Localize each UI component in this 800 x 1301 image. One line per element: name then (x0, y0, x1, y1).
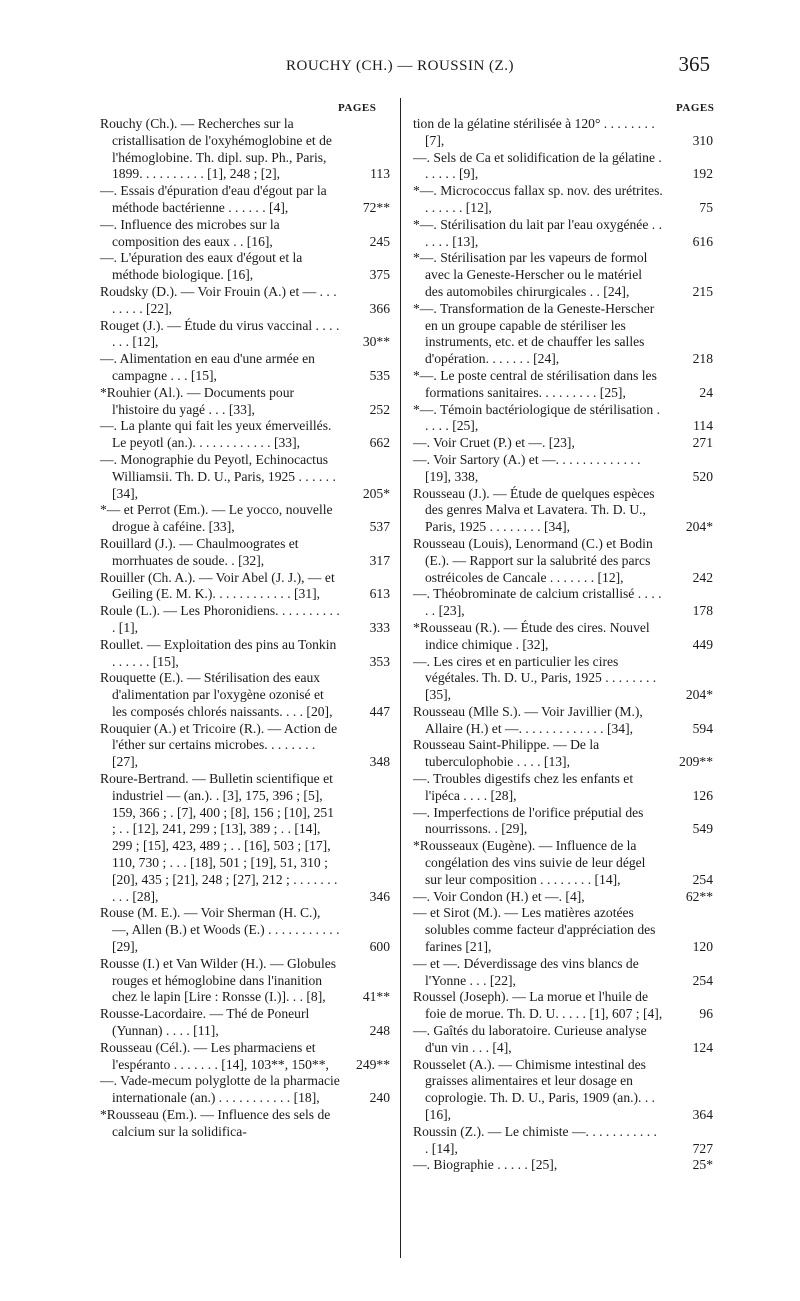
entry-text: Rousseau (J.). — Étude de quelques espèces des genres Malva et Lavatera. Th. D. U., Paris, 1925 . . . . . . . . [34], (413, 485, 655, 535)
entry-page-number: 126 (692, 787, 713, 803)
entry-text: — et —. Déverdissage des vins blancs de l'Yonne . . . [22], (413, 955, 639, 988)
entry-page-number (340, 1107, 390, 1141)
entry-text: Rouquier (A.) et Tricoire (R.). — Action de l'éther sur certains microbes. . . . . . . . [27], (100, 720, 338, 770)
entry-text: *—. Transformation de la Geneste-Herscher en un groupe capable de stériliser les instruments, etc. et de chauffer les salles d'opération. . . . . . . [24], (413, 300, 655, 367)
entry-text: —. Sels de Ca et solidification de la gélatine . . . . . . [9], (413, 149, 662, 182)
index-entry (100, 284, 390, 318)
entry-text: Rouquette (E.). — Stérilisation des eaux d'alimentation par l'oxygène ozonisé et les composés chlorés naissants. . . . [20], (100, 670, 333, 719)
index-entry (100, 217, 390, 251)
index-entry (413, 250, 713, 300)
entry-page-number: 333 (369, 619, 390, 635)
entry-page-number: 249** (356, 1056, 390, 1072)
entry-text: *Rousseaux (Eugène). — Influence de la congélation des vins suivie de leur dégel sur leur composition . . . . . . . . [14], (413, 838, 646, 887)
running-title: ROUCHY (CH.) — ROUSSIN (Z.) (286, 58, 514, 74)
index-entry (100, 1073, 390, 1107)
entry-text: —. Troubles digestifs chez les enfants et l'ipéca . . . . [28], (413, 771, 634, 803)
column-divider (400, 98, 401, 1258)
index-entry (100, 905, 390, 955)
entry-text: —. Vade-mecum polyglotte de la pharmacie internationale (an.) . . . . . . . . . . . [18], (100, 1073, 340, 1106)
entry-page-number: 205* (362, 485, 390, 501)
entry-text: —. Les cires et en particulier les cires végétales. Th. D. U., Paris, 1925 . . . . . . . . [35], (413, 653, 657, 703)
index-entry (413, 1023, 713, 1057)
entry-text: —. Essais d'épuration d'eau d'égout par la méthode bactérienne . . . . . . [4], (100, 183, 327, 215)
entry-text: Rousseau (Louis), Lenormand (C.) et Bodin (E.). — Rapport sur la salubrité des parcs ostréicoles de Cancale . . . . . . . [12], (413, 535, 653, 585)
entry-text: Roure-Bertrand. — Bulletin scientifique et industriel — (an.). . [3], 175, 396 ; [5], 159, 366 ; . [7], 400 ; [8], 156 ; [10], 251 ; . . [12], 241, 299 ; [13], 389 ; . . [14], 299 ; [15], 423, 489 ; . . [16], 503 ; [17], 110, 730 ; . . . [18], 501 ; [19], 51, 310 ; [20], 435 ; [21], 248 ; [27], 212 ; . . . . . . . . . . [28], (100, 771, 338, 904)
entry-text: *—. Témoin bactériologique de stérilisation . . . . . [25], (413, 401, 661, 434)
entry-text: *Rousseau (Em.). — Influence des sels de calcium sur la solidifica- (100, 1107, 331, 1139)
entry-text: *Rouhier (Al.). — Documents pour l'histoire du yagé . . . [33], (100, 384, 295, 417)
index-entry (413, 586, 713, 620)
entry-text: —. Voir Cruet (P.) et —. [23], (413, 435, 575, 451)
entry-text: *—. Le poste central de stérilisation dans les formations sanitaires. . . . . . . . . [25], (413, 367, 657, 400)
entry-text: *Rousseau (R.). — Étude des cires. Nouvel indice chimique . [32], (413, 619, 650, 652)
entry-page-number: 520 (692, 468, 713, 484)
entry-page-number: 113 (370, 166, 390, 182)
index-entry (413, 956, 713, 990)
entry-page-number: 178 (692, 603, 713, 619)
index-entry (413, 183, 713, 217)
pages-label-left: PAGES (338, 102, 377, 114)
entry-text: —. Biographie . . . . . [25], (413, 1157, 558, 1173)
index-entry (413, 838, 713, 888)
entry-text: Rousse (I.) et Van Wilder (H.). — Globules rouges et hémoglobine dans l'inanition chez le lapin [Lire : Ronsse (I.)]. . . [8], (100, 955, 337, 1005)
entry-page-number: 254 (692, 972, 713, 988)
index-entry (100, 452, 390, 502)
entry-page-number: 75 (699, 199, 713, 215)
index-entry (413, 402, 713, 436)
entry-page-number: 310 (692, 132, 713, 148)
index-entry (100, 183, 390, 217)
running-header (0, 50, 800, 80)
index-entry (413, 150, 713, 184)
entry-page-number: 600 (369, 939, 390, 955)
entry-page-number: 594 (692, 720, 713, 736)
entry-page-number: 549 (692, 821, 713, 837)
entry-page-number: 254 (692, 871, 713, 887)
index-entry (413, 704, 713, 738)
entry-text: Rousseau (Cél.). — Les pharmaciens et l'espéranto . . . . . . . [14], 103**, 150**, (100, 1039, 329, 1072)
entry-page-number: 25* (692, 1157, 713, 1173)
entry-text: —. Influence des microbes sur la composition des eaux . . [16], (100, 216, 280, 249)
entry-text: Roussel (Joseph). — La morue et l'huile de foie de morue. Th. D. U. . . . . [1], 607 ; [4], (413, 989, 663, 1022)
entry-page-number: 366 (369, 300, 390, 316)
entry-text: Rousseau Saint-Philippe. — De la tuberculophobie . . . . [13], (413, 737, 600, 770)
entry-page-number: 535 (369, 367, 390, 383)
index-entry (100, 351, 390, 385)
index-entry (100, 318, 390, 352)
entry-text: Rouget (J.). — Étude du virus vaccinal . . . . . . . [12], (100, 317, 340, 350)
entry-page-number: 204* (685, 687, 713, 703)
entry-page-number: 346 (369, 888, 390, 904)
entry-text: —. La plante qui fait les yeux émerveillés. Le peyotl (an.). . . . . . . . . . . . [33], (100, 418, 332, 451)
entry-text: —. L'épuration des eaux d'égout et la méthode biologique. [16], (100, 250, 303, 283)
entry-page-number: 245 (369, 233, 390, 249)
right-column (413, 116, 713, 1174)
entry-text: — et Sirot (M.). — Les matières azotées solubles comme facteur d'appréciation des farines [21], (413, 905, 656, 955)
index-entry (413, 1157, 713, 1174)
entry-page-number: 24 (699, 384, 713, 400)
index-entry (413, 486, 713, 536)
entry-page-number: 124 (692, 1039, 713, 1055)
index-entry (413, 536, 713, 586)
entry-text: Rousse-Lacordaire. — Thé de Poneurl (Yunnan) . . . . [11], (100, 1006, 310, 1039)
entry-page-number: 192 (692, 166, 713, 182)
entry-page-number: 271 (692, 435, 713, 451)
entry-page-number: 72** (362, 199, 390, 215)
entry-page-number: 218 (692, 351, 713, 367)
entry-text: —. Gaîtés du laboratoire. Curieuse analyse d'un vin . . . [4], (413, 1023, 647, 1055)
entry-text: *—. Stérilisation par les vapeurs de formol avec la Geneste-Herscher ou le matériel des automobiles chirurgicales . . [24], (413, 250, 648, 299)
entry-page-number: 96 (699, 1006, 713, 1022)
entry-page-number: 364 (692, 1107, 713, 1123)
entry-text: —. Voir Sartory (A.) et —. . . . . . . . . . . . . [19], 338, (413, 451, 641, 484)
entry-text: Rouiller (Ch. A.). — Voir Abel (J. J.), — et Geiling (E. M. K.). . . . . . . . . . . . [31], (100, 569, 335, 602)
index-entry (413, 889, 713, 906)
index-entry (100, 536, 390, 570)
index-entry (100, 603, 390, 637)
entry-text: *—. Stérilisation du lait par l'eau oxygénée . . . . . . [13], (413, 216, 662, 249)
index-entry (100, 956, 390, 1006)
index-entry (100, 721, 390, 771)
entry-page-number: 120 (692, 939, 713, 955)
index-entry (100, 771, 390, 905)
entry-page-number: 30** (362, 334, 390, 350)
index-entry (100, 502, 390, 536)
entry-text: —. Alimentation en eau d'une armée en campagne . . . [15], (100, 351, 315, 383)
index-entry (413, 217, 713, 251)
index-entry (100, 250, 390, 284)
index-entry (413, 368, 713, 402)
entry-text: Rouchy (Ch.). — Recherches sur la cristallisation de l'oxyhémoglobine et de l'hémoglobine. Th. dipl. sup. Ph., Paris, 1899. . . . . . . . . . [1], 248 ; [2], (100, 116, 332, 182)
index-entry (413, 435, 713, 452)
index-entry (100, 1107, 390, 1141)
entry-page-number: 449 (692, 636, 713, 652)
page-number: 365 (678, 52, 710, 76)
entry-page-number: 616 (692, 233, 713, 249)
entry-page-number: 252 (369, 401, 390, 417)
index-entry (413, 1057, 713, 1124)
entry-text: —. Théobrominate de calcium cristallisé . . . . . . [23], (413, 586, 662, 619)
entry-page-number: 248 (369, 1023, 390, 1039)
index-entry (413, 989, 713, 1023)
entry-text: *—. Micrococcus fallax sp. nov. des urétrites. . . . . . . [12], (413, 183, 663, 215)
left-column (100, 116, 390, 1141)
index-entry (100, 418, 390, 452)
entry-page-number: 114 (693, 418, 713, 434)
entry-page-number: 215 (692, 283, 713, 299)
entry-page-number: 447 (369, 703, 390, 719)
entry-text: —. Voir Condon (H.) et —. [4], (413, 888, 585, 904)
index-entry (413, 771, 713, 805)
entry-text: Rouillard (J.). — Chaulmoogrates et morrhuates de soude. . [32], (100, 535, 299, 568)
entry-text: —. Imperfections de l'orifice préputial des nourrissons. . [29], (413, 804, 644, 837)
index-entry (413, 737, 713, 771)
entry-page-number: 375 (369, 267, 390, 283)
entry-page-number: 41** (362, 989, 390, 1005)
index-entry (100, 1040, 390, 1074)
index-entry (413, 1124, 713, 1158)
entry-text: Rouse (M. E.). — Voir Sherman (H. C.), —, Allen (B.) et Woods (E.) . . . . . . . . . . . [29], (100, 905, 340, 955)
index-entry (413, 654, 713, 704)
entry-page-number: 348 (369, 754, 390, 770)
entry-page-number: 209** (679, 754, 713, 770)
entry-text: Roussin (Z.). — Le chimiste —. . . . . . . . . . . . [14], (413, 1123, 657, 1156)
index-entry (100, 637, 390, 671)
entry-text: —. Monographie du Peyotl, Echinocactus Williamsii. Th. D. U., Paris, 1925 . . . . . . [34], (100, 451, 336, 501)
index-entry (413, 301, 713, 368)
entry-page-number: 537 (369, 519, 390, 535)
index-entry (413, 116, 713, 150)
entry-text: tion de la gélatine stérilisée à 120° . . . . . . . . [7], (413, 116, 655, 148)
entry-text: Roullet. — Exploitation des pins au Tonkin . . . . . . [15], (100, 636, 337, 669)
entry-text: Rousselet (A.). — Chimisme intestinal des graisses alimentaires et leur dosage en coprologie. Th. D. U., Paris, 1909 (an.). . . [16], (413, 1056, 656, 1123)
entry-page-number: 662 (369, 435, 390, 451)
index-entry (413, 905, 713, 955)
entry-page-number: 727 (692, 1140, 713, 1156)
index-entry (100, 116, 390, 183)
entry-page-number: 317 (369, 552, 390, 568)
index-entry (413, 452, 713, 486)
index-entry (100, 1006, 390, 1040)
entry-page-number: 613 (369, 586, 390, 602)
entry-page-number: 242 (692, 569, 713, 585)
entry-page-number: 353 (369, 653, 390, 669)
entry-text: *— et Perrot (Em.). — Le yocco, nouvelle drogue à caféine. [33], (100, 502, 333, 535)
index-entry (100, 385, 390, 419)
entry-page-number: 204* (685, 519, 713, 535)
index-entry (413, 620, 713, 654)
index-entry (100, 670, 390, 720)
index-entry (413, 805, 713, 839)
entry-page-number: 62** (685, 888, 713, 904)
index-entry (100, 570, 390, 604)
entry-text: Roule (L.). — Les Phoronidiens. . . . . . . . . . . [1], (100, 603, 340, 635)
entry-page-number: 240 (369, 1090, 390, 1106)
pages-label-right: PAGES (676, 102, 715, 114)
entry-text: Rousseau (Mlle S.). — Voir Javillier (M.), Allaire (H.) et —. . . . . . . . . . . . . [34], (413, 703, 643, 736)
entry-text: Roudsky (D.). — Voir Frouin (A.) et — . . . . . . . . [22], (100, 283, 337, 316)
